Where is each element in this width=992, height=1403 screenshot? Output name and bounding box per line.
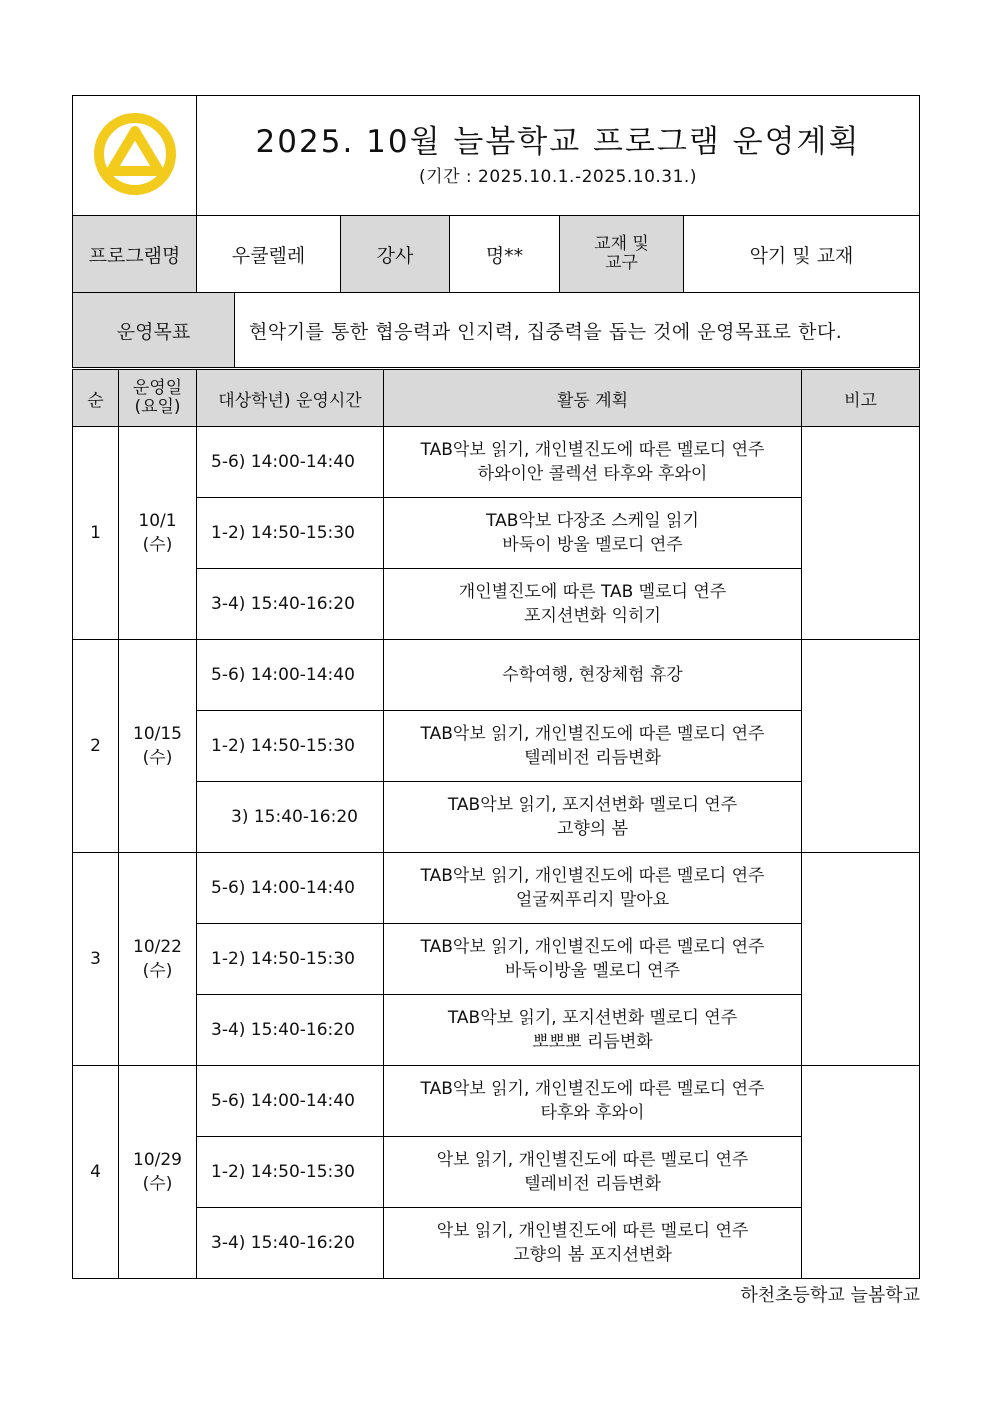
header-time: 대상학년) 운영시간 xyxy=(197,369,384,427)
school-signature: 하천초등학교 늘봄학교 xyxy=(740,1285,920,1306)
table-row xyxy=(73,853,920,924)
goal-table xyxy=(72,292,920,368)
goal-label: 운영목표 xyxy=(73,293,235,368)
table-row xyxy=(73,1066,920,1137)
materials-label-line1: 교재 및 xyxy=(594,234,649,254)
title-cell xyxy=(197,96,920,216)
table-row xyxy=(73,711,920,782)
header-plan: 활동 계획 xyxy=(384,369,802,427)
activity-plan: TAB악보 읽기, 포지션변화 멜로디 연주 고향의 봄 xyxy=(384,782,802,853)
header-no: 순 xyxy=(73,369,119,427)
session-time: 3-4) 15:40-16:20 xyxy=(197,569,384,640)
activity-plan: TAB악보 읽기, 개인별진도에 따른 멜로디 연주 하와이안 콜렉션 타후와 후와이 xyxy=(384,427,802,498)
session-time: 5-6) 14:00-14:40 xyxy=(197,1066,384,1137)
materials-value: 악기 및 교재 xyxy=(684,216,920,293)
table-row xyxy=(73,427,920,498)
session-date: 10/15 (수) xyxy=(119,640,197,853)
table-row xyxy=(73,924,920,995)
session-time: 1-2) 14:50-15:30 xyxy=(197,924,384,995)
program-label: 프로그램명 xyxy=(73,216,197,293)
logo-cell xyxy=(73,96,197,216)
session-date: 10/1 (수) xyxy=(119,427,197,640)
session-number: 4 xyxy=(73,1066,119,1279)
activity-plan: TAB악보 읽기, 개인별진도에 따른 멜로디 연주 타후와 후와이 xyxy=(384,1066,802,1137)
activity-plan: TAB악보 읽기, 개인별진도에 따른 멜로디 연주 텔레비전 리듬변화 xyxy=(384,711,802,782)
goal-text: 현악기를 통한 협응력과 인지력, 집중력을 돕는 것에 운영목표로 한다. xyxy=(235,293,920,368)
session-time: 3-4) 15:40-16:20 xyxy=(197,1208,384,1279)
teacher-label: 강사 xyxy=(341,216,450,293)
info-table xyxy=(72,215,920,293)
table-row xyxy=(73,498,920,569)
header-date: 운영일 (요일) xyxy=(119,369,197,427)
table-row xyxy=(73,995,920,1066)
activity-plan: 수학여행, 현장체험 휴강 xyxy=(384,640,802,711)
session-time: 3) 15:40-16:20 xyxy=(197,782,384,853)
activity-plan: 악보 읽기, 개인별진도에 따른 멜로디 연주 텔레비전 리듬변화 xyxy=(384,1137,802,1208)
session-time: 1-2) 14:50-15:30 xyxy=(197,711,384,782)
page-title: 2025. 10월 늘봄학교 프로그램 운영계획 xyxy=(255,123,861,160)
activity-plan: TAB악보 읽기, 포지션변화 멜로디 연주 뽀뽀뽀 리듬변화 xyxy=(384,995,802,1066)
session-number: 2 xyxy=(73,640,119,853)
session-time: 5-6) 14:00-14:40 xyxy=(197,640,384,711)
table-row xyxy=(73,782,920,853)
teacher-value: 명** xyxy=(450,216,560,293)
activity-plan: TAB악보 읽기, 개인별진도에 따른 멜로디 연주 바둑이방울 멜로디 연주 xyxy=(384,924,802,995)
session-time: 1-2) 14:50-15:30 xyxy=(197,498,384,569)
materials-label xyxy=(560,216,684,293)
schedule-table xyxy=(72,367,920,1279)
session-time: 3-4) 15:40-16:20 xyxy=(197,995,384,1066)
activity-plan: 개인별진도에 따른 TAB 멜로디 연주 포지션변화 익히기 xyxy=(384,569,802,640)
activity-plan: TAB악보 다장조 스케일 읽기 바둑이 방울 멜로디 연주 xyxy=(384,498,802,569)
school-logo-icon xyxy=(92,111,178,197)
program-value: 우쿨렐레 xyxy=(197,216,341,293)
note-cell xyxy=(802,1066,920,1279)
header-note: 비고 xyxy=(802,369,920,427)
session-time: 5-6) 14:00-14:40 xyxy=(197,853,384,924)
session-time: 5-6) 14:00-14:40 xyxy=(197,427,384,498)
session-time: 1-2) 14:50-15:30 xyxy=(197,1137,384,1208)
session-number: 1 xyxy=(73,427,119,640)
table-row xyxy=(73,640,920,711)
note-cell xyxy=(802,640,920,853)
note-cell xyxy=(802,853,920,1066)
document xyxy=(72,95,920,1279)
activity-plan: TAB악보 읽기, 개인별진도에 따른 멜로디 연주 얼굴찌푸리지 말아요 xyxy=(384,853,802,924)
session-date: 10/22 (수) xyxy=(119,853,197,1066)
table-row xyxy=(73,569,920,640)
session-number: 3 xyxy=(73,853,119,1066)
header-table xyxy=(72,95,920,216)
note-cell xyxy=(802,427,920,640)
period-text: (기간 : 2025.10.1.-2025.10.31.) xyxy=(419,166,697,187)
session-date: 10/29 (수) xyxy=(119,1066,197,1279)
materials-label-line2: 교구 xyxy=(605,253,638,273)
activity-plan: 악보 읽기, 개인별진도에 따른 멜로디 연주 고향의 봄 포지션변화 xyxy=(384,1208,802,1279)
table-row xyxy=(73,1137,920,1208)
table-row xyxy=(73,1208,920,1279)
